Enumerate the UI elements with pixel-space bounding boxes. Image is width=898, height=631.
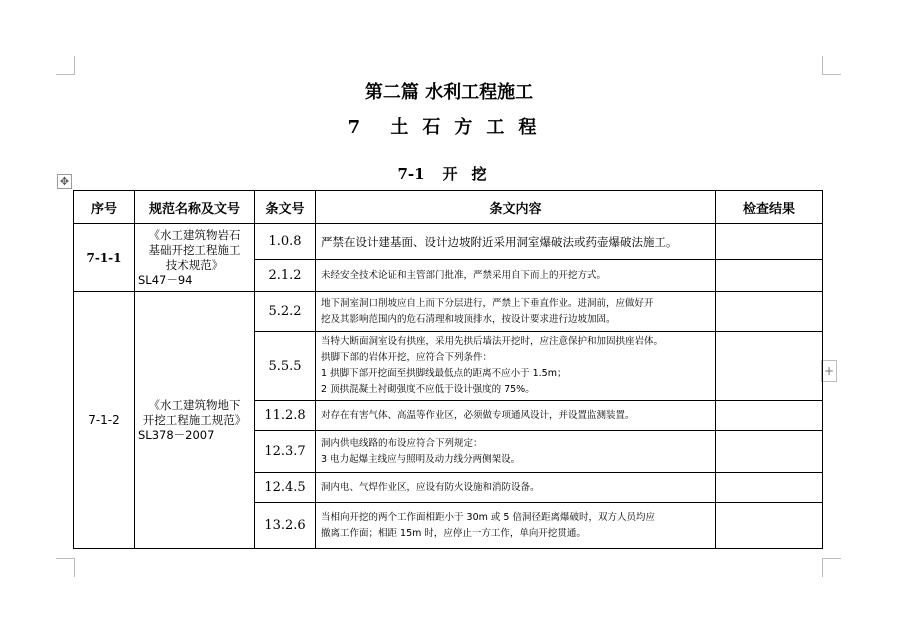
chapter-title <box>0 113 898 139</box>
clause-content <box>316 260 716 292</box>
clause-number: 11.2.8 <box>255 401 316 431</box>
part-title: 第二篇 水利工程施工 <box>364 82 534 103</box>
table-row <box>74 224 823 260</box>
header-standard: 规范名称及文号 <box>135 191 255 224</box>
content-line: 撤离工作面；相距 15m 时，应停止一方工作，单向开挖贯通。 <box>321 527 586 539</box>
result-cell[interactable] <box>716 401 823 431</box>
clause-content <box>316 431 716 473</box>
result-cell[interactable] <box>716 473 823 503</box>
result-cell[interactable] <box>716 503 823 549</box>
clause-number: 5.5.5 <box>255 332 316 401</box>
standard-cell <box>135 224 255 292</box>
standard-line: 《水工建筑物地下 <box>148 397 241 412</box>
table-header-row <box>74 191 823 224</box>
content-line: 拱脚下部的岩体开挖，应符合下列条件： <box>321 352 493 363</box>
clause-content <box>316 332 716 401</box>
clause-number: 12.4.5 <box>255 473 316 503</box>
content-line: 2 顶拱混凝土衬砌强度不应低于设计强度的 75%。 <box>321 384 535 395</box>
clause-content <box>316 292 716 332</box>
standard-line: 基础开挖工程施工 <box>148 242 241 257</box>
standard-line: SL47－94 <box>138 272 193 287</box>
content-line: 严禁在设计建基面、设计边坡附近采用洞室爆破法或药壶爆破法施工。 <box>321 234 678 249</box>
result-cell[interactable] <box>716 332 823 401</box>
standard-line: 《水工建筑物岩石 <box>148 227 241 242</box>
content-line: 挖及其影响范围内的危石清理和坡顶排水，按设计要求进行边坡加固。 <box>321 313 616 325</box>
clause-number: 13.2.6 <box>255 503 316 549</box>
clause-number: 2.1.2 <box>255 260 316 292</box>
crop-mark-top-left <box>56 56 75 75</box>
header-result: 检查结果 <box>716 191 823 224</box>
crop-mark-top-right <box>822 56 841 75</box>
header-seq: 序号 <box>74 191 135 224</box>
clause-number: 12.3.7 <box>255 431 316 473</box>
seq-cell: 7-1-2 <box>74 292 135 549</box>
table-move-handle-icon[interactable]: ✥ <box>57 174 72 189</box>
table-row <box>74 292 823 332</box>
clause-content <box>316 224 716 260</box>
content-line: 当特大断面洞室设有拱座，采用先拱后墙法开挖时，应注意保护和加固拱座岩体。 <box>321 336 664 347</box>
standard-line: 技术规范》 <box>165 257 224 272</box>
result-cell[interactable] <box>716 224 823 260</box>
crop-mark-bottom-right <box>822 558 841 577</box>
standard-line: 开挖工程施工规范》 <box>142 412 247 427</box>
clause-number: 1.0.8 <box>255 224 316 260</box>
content-line: 当相向开挖的两个工作面相距小于 30m 或 5 倍洞径距离爆破时，双方人员均应 <box>321 511 655 523</box>
add-column-plus-icon[interactable]: + <box>821 360 837 382</box>
clause-content <box>316 503 716 549</box>
chapter-name: 土石方工程 <box>390 117 551 138</box>
clause-content <box>316 473 716 503</box>
content-line: 3 电力起爆主线应与照明及动力线分两侧架设。 <box>321 453 521 465</box>
content-line: 洞内供电线路的布设应符合下列规定： <box>321 437 483 449</box>
content-line: 地下洞室洞口削坡应自上而下分层进行，严禁上下垂直作业。进洞前，应做好开 <box>321 297 654 309</box>
standard-cell <box>135 292 255 549</box>
crop-mark-bottom-left <box>56 558 75 577</box>
header-clause: 条文号 <box>255 191 316 224</box>
result-cell[interactable] <box>716 431 823 473</box>
section-name: 开挖 <box>442 165 501 183</box>
content-line: 1 拱脚下部开挖面至拱脚线最低点的距离不应小于 1.5m； <box>321 368 567 379</box>
seq-cell: 7-1-1 <box>74 224 135 292</box>
chapter-number: 7 <box>347 117 375 138</box>
section-number: 7-1 <box>397 165 425 183</box>
content-line: 对存在有害气体、高温等作业区，必须做专项通风设计，并设置监测装置。 <box>321 409 635 421</box>
result-cell[interactable] <box>716 260 823 292</box>
result-cell[interactable] <box>716 292 823 332</box>
clause-content <box>316 401 716 431</box>
content-line: 未经安全技术论证和主管部门批准，严禁采用自下而上的开挖方式。 <box>321 269 607 281</box>
content-line: 洞内电、气焊作业区，应设有防火设施和消防设备。 <box>321 481 540 493</box>
section-title <box>0 163 898 184</box>
clause-number: 5.2.2 <box>255 292 316 332</box>
regulation-table <box>73 190 823 549</box>
standard-line: SL378－2007 <box>138 427 215 442</box>
header-content: 条文内容 <box>316 191 716 224</box>
